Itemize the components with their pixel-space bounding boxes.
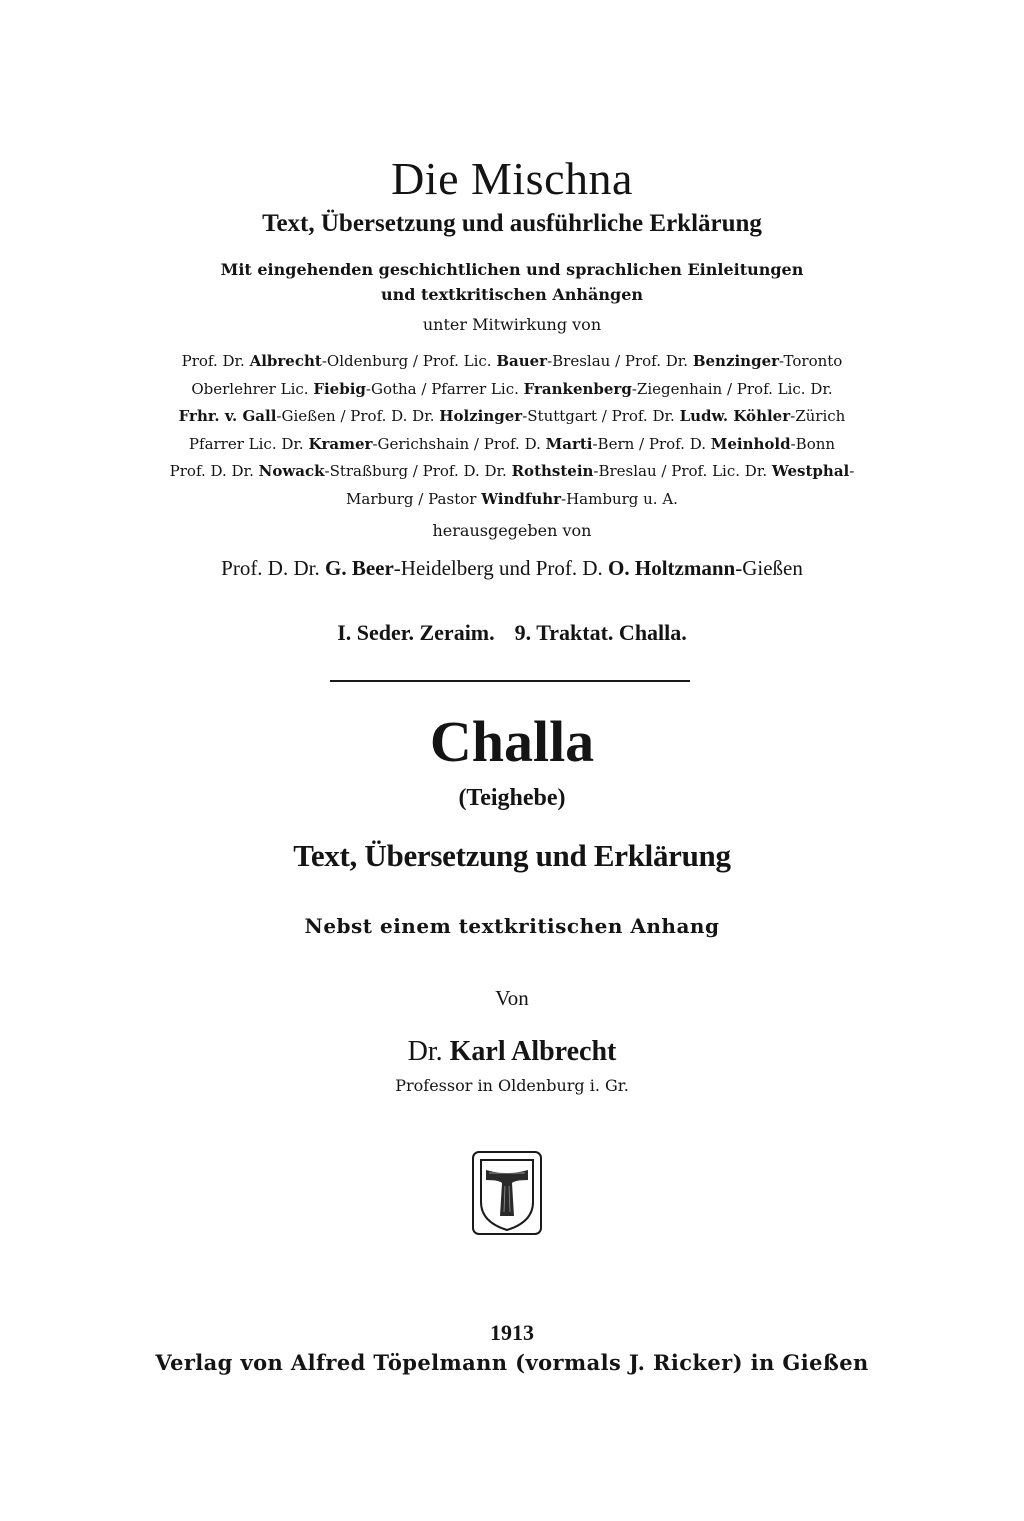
contrib-text: Oberlehrer Lic.	[191, 379, 314, 398]
seder-label: I. Seder. Zeraim.	[337, 620, 495, 645]
editors-line	[0, 556, 1024, 581]
contrib-name: Bauer	[496, 352, 548, 370]
contrib-text: -Oldenburg / Prof. Lic.	[321, 352, 497, 370]
by-label: Von	[495, 986, 529, 1010]
contrib-name: Benzinger	[692, 352, 780, 370]
contrib-text: Prof. D. Dr.	[169, 462, 259, 480]
contrib-name: Ludw. Köhler	[679, 407, 791, 425]
series-title: Die Mischna	[391, 153, 633, 204]
contrib-name: Frankenberg	[523, 379, 632, 398]
book-title: Challa	[429, 709, 595, 774]
contrib-text: -Ziegenhain / Prof. Lic. Dr.	[631, 379, 833, 398]
contrib-text: -Hamburg u. A.	[561, 489, 678, 508]
author-name-bold: Karl Albrecht	[449, 1036, 617, 1067]
contrib-text: -Gießen / Prof. D. Dr.	[276, 407, 440, 425]
tau-cross-shield-icon	[471, 1150, 543, 1236]
editor-name: O. Holtzmann	[608, 556, 736, 580]
contrib-text: -Toronto	[779, 352, 843, 370]
publication-year: 1913	[490, 1320, 534, 1345]
contrib-text: Pfarrer Lic. Dr.	[188, 434, 309, 453]
divider-rule	[330, 680, 690, 682]
series-subtitle: Text, Übersetzung und ausführliche Erklärung	[262, 210, 762, 237]
contrib-text: -Zürich	[790, 407, 846, 425]
contrib-name: Windfuhr	[481, 489, 562, 508]
contributors-line-3	[0, 403, 1024, 431]
contrib-text: -Gerichshain / Prof. D.	[372, 434, 546, 453]
contrib-name: Holzinger	[439, 407, 523, 425]
contributors-line-1	[0, 348, 1024, 376]
editor-text: -Gießen	[735, 556, 803, 580]
contrib-name: Meinhold	[710, 434, 791, 453]
contributors-list	[0, 348, 1024, 513]
contributors-line-6	[0, 486, 1024, 514]
contrib-text: -Gotha / Pfarrer Lic.	[365, 379, 524, 398]
author-prefix: Dr.	[407, 1036, 450, 1067]
book-subtitle: Text, Übersetzung und Erklärung	[293, 838, 731, 873]
contrib-name: Fiebig	[313, 379, 366, 398]
contributors-line-5: Prof. D. Dr. Nowack-Straßburg / Prof. D. Dr. Rothstein-Breslau / Prof. Lic. Dr. Westphal-	[169, 462, 855, 480]
series-intro-line-1: Mit eingehenden geschichtlichen und sprachlichen Einleitungen	[220, 260, 804, 279]
contrib-name: Frhr. v. Gall	[178, 407, 277, 425]
contrib-text: -Straßburg / Prof. D. Dr.	[324, 462, 512, 480]
series-intro-line-2: und textkritischen Anhängen	[380, 285, 644, 304]
contrib-name: Kramer	[308, 434, 373, 453]
editor-name: G. Beer	[324, 556, 394, 580]
editors-label: herausgegeben von	[432, 521, 592, 540]
book-note: Nebst einem textkritischen Anhang	[304, 914, 720, 938]
contrib-text: Prof. Dr.	[181, 352, 250, 370]
book-paren-title: (Teighebe)	[458, 785, 566, 811]
contrib-text: Marburg / Pastor	[346, 489, 482, 508]
contributors-line-4	[0, 431, 1024, 459]
contrib-text: -Bern / Prof. D.	[592, 434, 711, 453]
contrib-text: -Stuttgart / Prof. Dr.	[522, 407, 680, 425]
series-intro	[0, 257, 1024, 307]
contrib-text: -Breslau / Prof. Dr.	[547, 352, 693, 370]
author-name	[0, 1036, 1024, 1068]
contrib-name: Albrecht	[249, 352, 322, 370]
contrib-text: -Bonn	[790, 434, 836, 453]
volume-designation	[0, 620, 1024, 646]
author-role: Professor in Oldenburg i. Gr.	[395, 1076, 629, 1095]
contrib-text: -Breslau / Prof. Lic. Dr.	[593, 462, 772, 480]
editor-text: Prof. D. Dr.	[221, 556, 325, 580]
contrib-name: Rothstein	[511, 462, 594, 480]
collaboration-label: unter Mitwirkung von	[422, 315, 602, 334]
contributors-line-2	[0, 376, 1024, 404]
contrib-name: Marti	[545, 434, 593, 453]
tractate-label: 9. Traktat. Challa.	[514, 620, 687, 645]
contrib-name: Westphal	[771, 462, 850, 480]
publisher-imprint: Verlag von Alfred Töpelmann (vormals J. Ricker) in Gießen	[155, 1350, 869, 1375]
contrib-name: Nowack	[258, 462, 325, 480]
editor-text: -Heidelberg und Prof. D.	[393, 556, 609, 580]
